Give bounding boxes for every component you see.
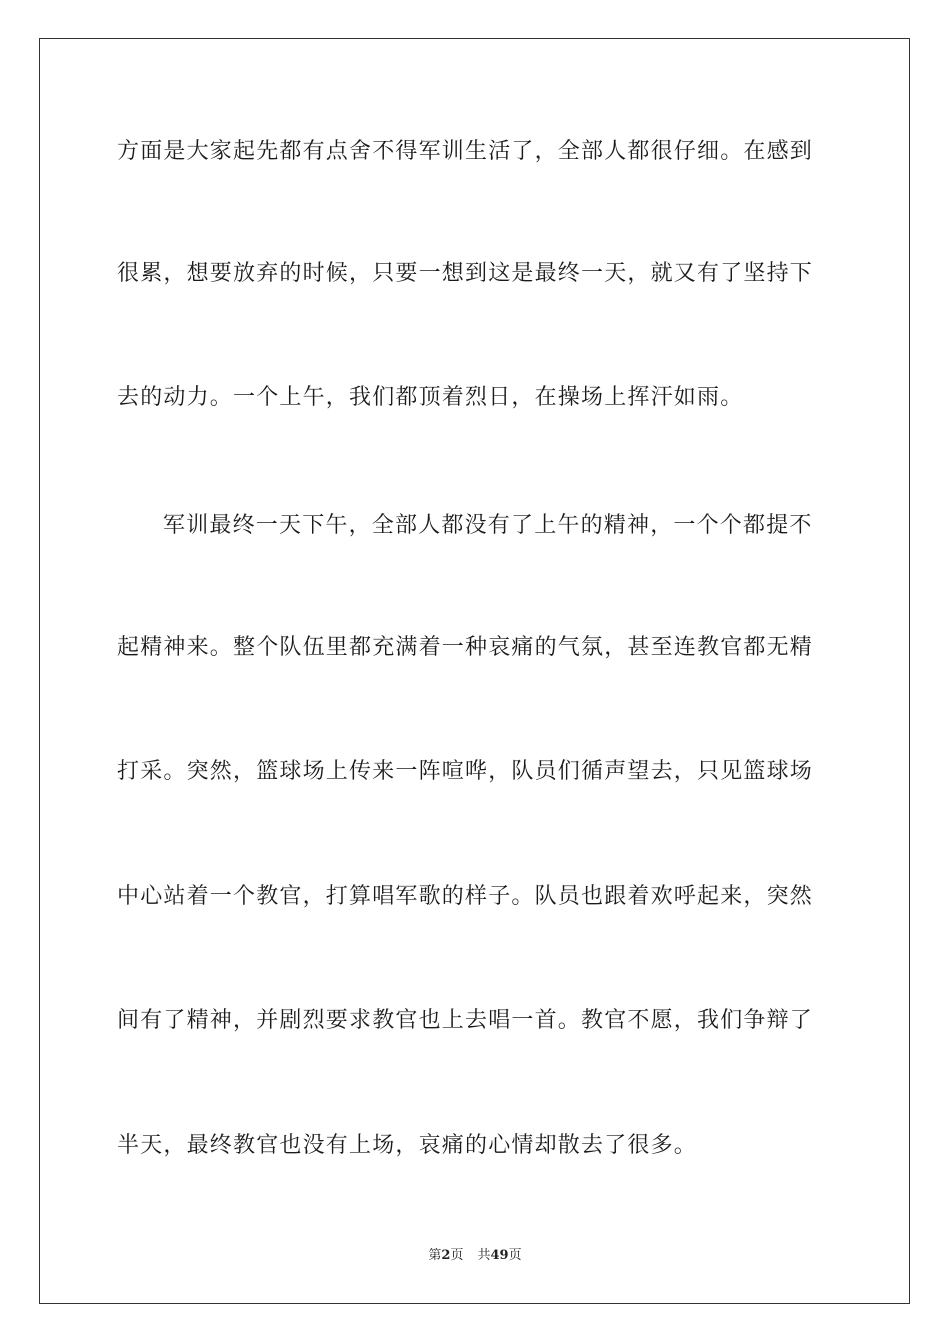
page-prefix: 第 (428, 1248, 442, 1263)
total-pages: 49 (490, 1248, 509, 1263)
page-border (39, 38, 910, 1304)
body-text-line: 打采。突然，篮球场上传来一阵喧哗，队员们循声望去，只见篮球场 (117, 759, 814, 784)
page-suffix: 页 (450, 1248, 464, 1263)
body-text-line: 起精神来。整个队伍里都充满着一种哀痛的气氛，甚至连教官都无精 (117, 635, 814, 660)
total-prefix: 共 (477, 1248, 491, 1263)
body-text-line: 中心站着一个教官，打算唱军歌的样子。队员也跟着欢呼起来，突然 (117, 884, 814, 909)
total-suffix: 页 (508, 1248, 522, 1263)
body-text-line: 方面是大家起先都有点舍不得军训生活了，全部人都很仔细。在感到 (117, 139, 814, 164)
page-number: 2 (441, 1248, 451, 1263)
body-text-line: 去的动力。一个上午，我们都顶着烈日，在操场上挥汗如雨。 (117, 385, 744, 410)
body-text-line: 半天，最终教官也没有上场，哀痛的心情却散去了很多。 (117, 1133, 698, 1158)
body-text-line: 间有了精神，并剧烈要求教官也上去唱一首。教官不愿，我们争辩了 (117, 1008, 814, 1033)
page-footer (0, 1247, 950, 1265)
body-text-line: 很累，想要放弃的时候，只要一想到这是最终一天，就又有了坚持下 (117, 261, 814, 286)
paragraph-first-line: 军训最终一天下午，全部人都没有了上午的精神，一个个都提不 (163, 513, 813, 538)
